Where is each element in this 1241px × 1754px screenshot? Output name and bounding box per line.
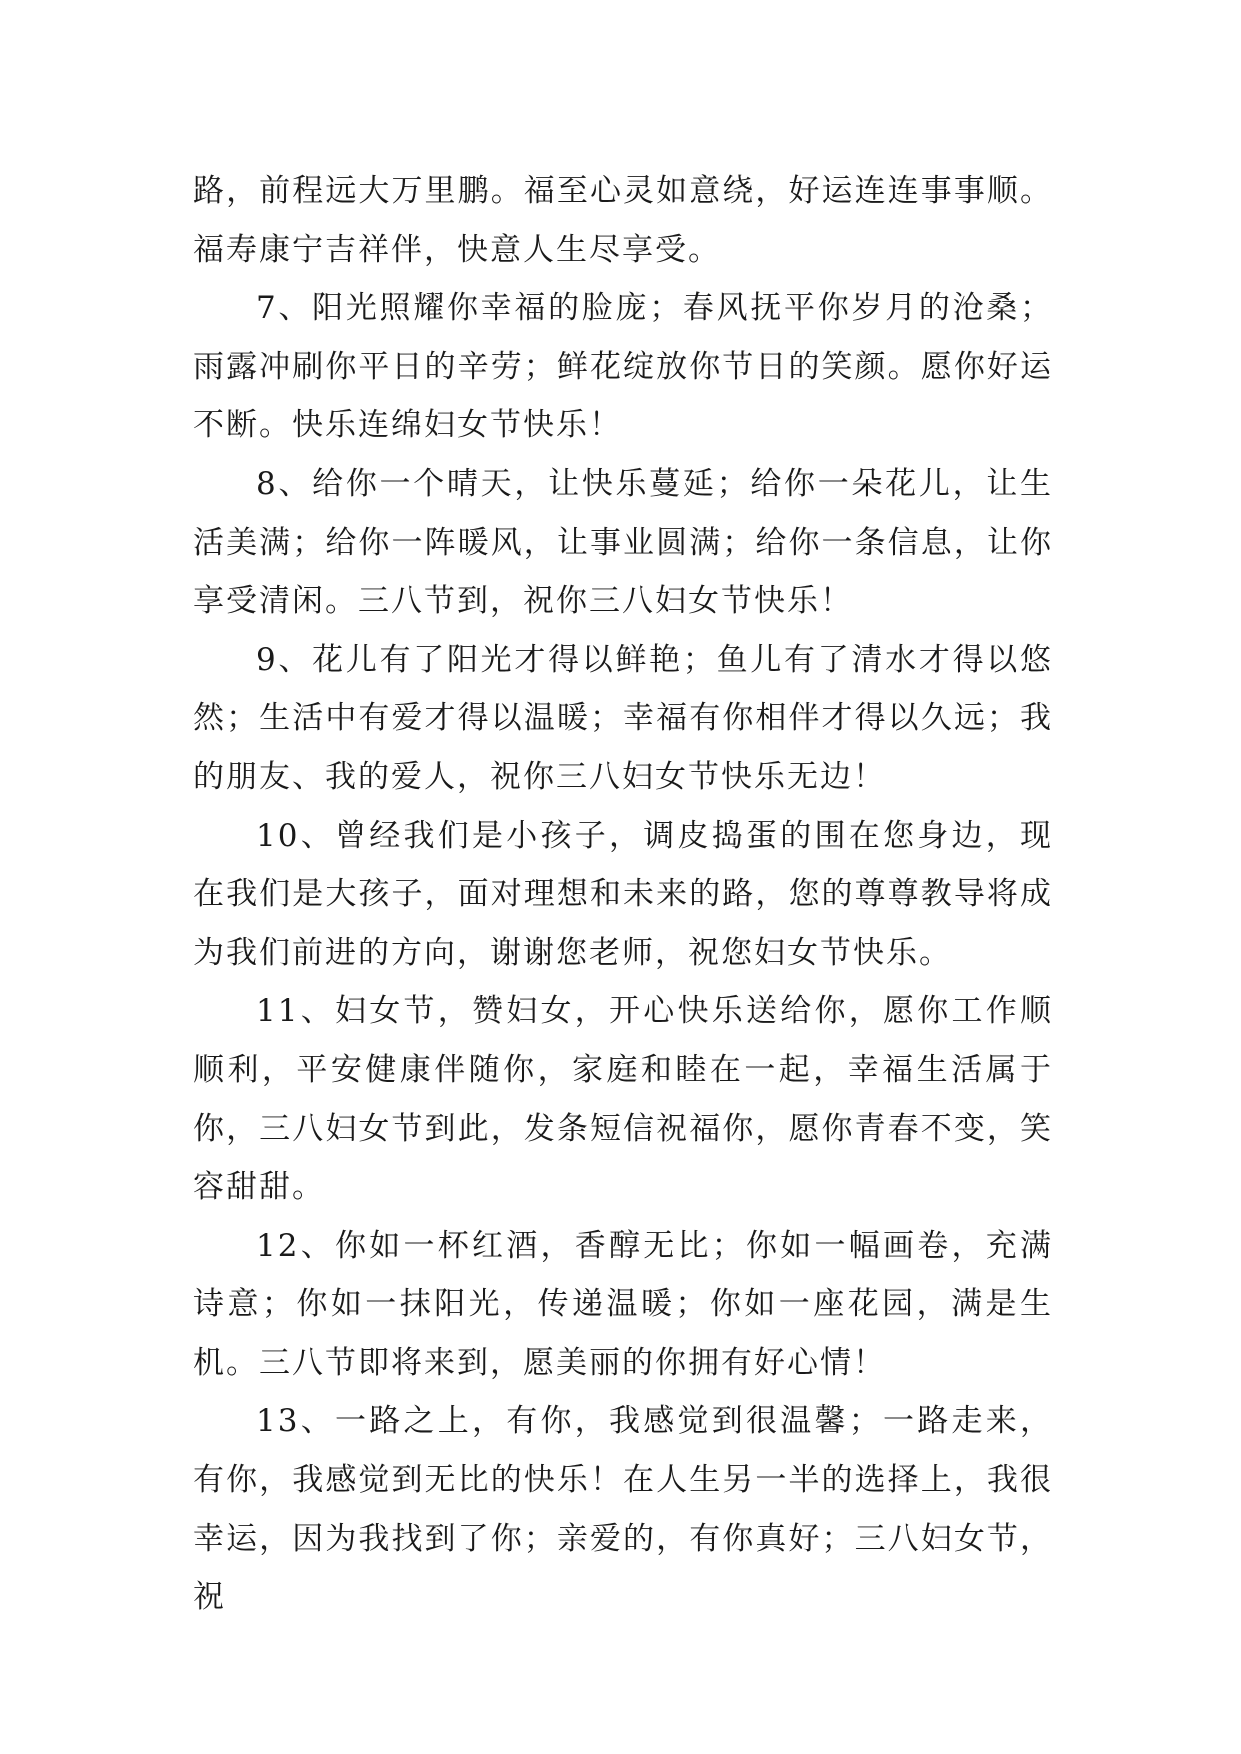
paragraph-continuation: 路，前程远大万里鹏。福至心灵如意绕，好运连连事事顺。福寿康宁吉祥伴，快意人生尽享受。 [193, 173, 1053, 268]
paragraph-13: 13、一路之上，有你，我感觉到很温馨；一路走来，有你，我感觉到无比的快乐！在人生另一半的选择上，我很幸运，因为我找到了你；亲爱的，有你真好；三八妇女节，祝 [193, 1403, 1053, 1616]
document-body [193, 162, 1053, 1627]
paragraph-7: 7、阳光照耀你幸福的脸庞；春风抚平你岁月的沧桑；雨露冲刷你平日的辛劳；鲜花绽放你节日的笑颜。愿你好运不断。快乐连绵妇女节快乐！ [193, 290, 1053, 444]
paragraph-8: 8、给你一个晴天，让快乐蔓延；给你一朵花儿，让生活美满；给你一阵暖风，让事业圆满；给你一条信息，让你享受清闲。三八节到，祝你三八妇女节快乐！ [193, 465, 1053, 620]
paragraph-9: 9、花儿有了阳光才得以鲜艳；鱼儿有了清水才得以悠然；生活中有爱才得以温暖；幸福有你相伴才得以久远；我的朋友、我的爱人，祝你三八妇女节快乐无边！ [193, 641, 1053, 795]
paragraph-11: 11、妇女节，赞妇女，开心快乐送给你，愿你工作顺顺利，平安健康伴随你，家庭和睦在一起，幸福生活属于你，三八妇女节到此，发条短信祝福你，愿你青春不变，笑容甜甜。 [193, 993, 1053, 1206]
paragraph-10: 10、曾经我们是小孩子，调皮捣蛋的围在您身边，现在我们是大孩子，面对理想和未来的路，您的尊尊教导将成为我们前进的方向，谢谢您老师，祝您妇女节快乐。 [193, 817, 1053, 971]
paragraph-12: 12、你如一杯红酒，香醇无比；你如一幅画卷，充满诗意；你如一抹阳光，传递温暖；你如一座花园，满是生机。三八节即将来到，愿美丽的你拥有好心情！ [193, 1227, 1053, 1381]
